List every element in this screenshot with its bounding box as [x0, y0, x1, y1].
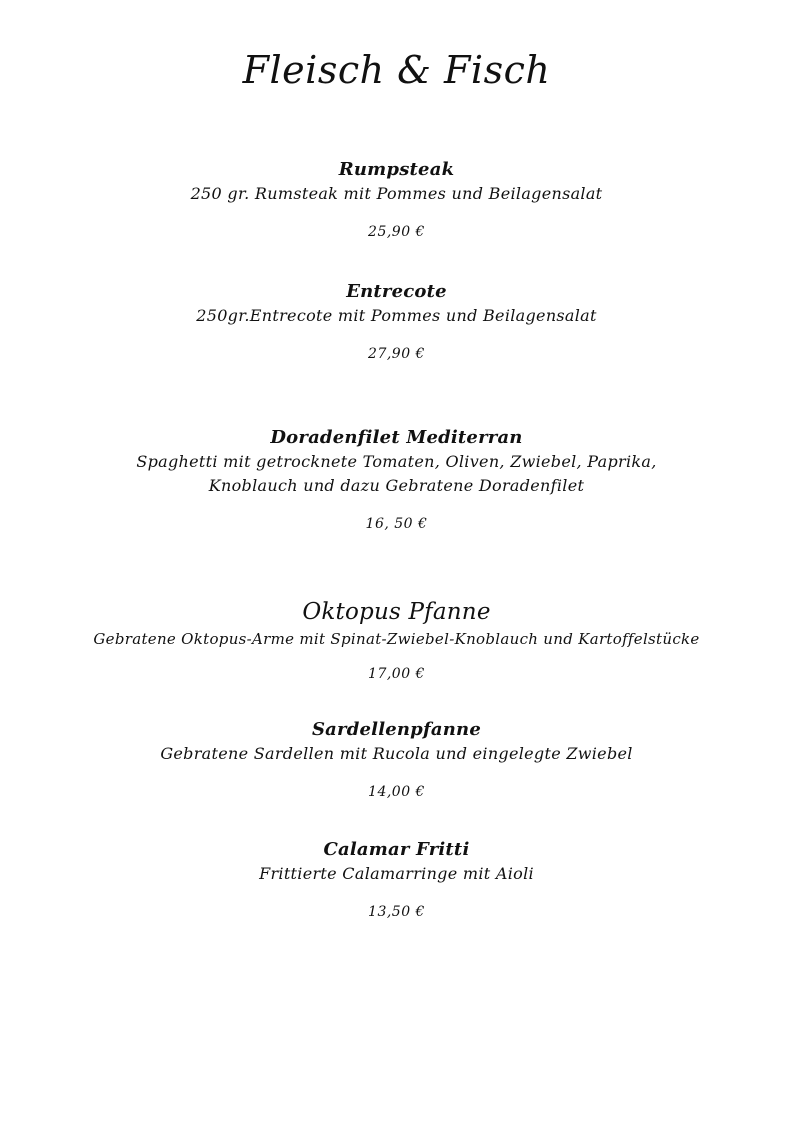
menu-item-name: Oktopus Pfanne — [302, 599, 491, 625]
menu-item-oktopus-pfanne — [0, 597, 793, 684]
menu-item-price: 17,00 € — [368, 666, 425, 682]
menu-item-name: Entrecote — [346, 281, 447, 302]
menu-item-name: Calamar Fritti — [323, 839, 470, 860]
menu-item-price: 13,50 € — [368, 904, 425, 920]
menu-item-description: Knoblauch und dazu Gebratene Doradenfilet — [208, 476, 585, 495]
menu-item-description: 250 gr. Rumsteak mit Pommes und Beilagensalat — [190, 184, 603, 203]
menu-item-description: Gebratene Sardellen mit Rucola und eingelegte Zwiebel — [160, 744, 633, 763]
menu-item-name: Rumpsteak — [338, 159, 455, 180]
menu-item-name: Sardellenpfanne — [311, 719, 482, 740]
menu-item-name: Doradenfilet Mediterran — [270, 427, 523, 448]
menu-item-description: Gebratene Oktopus-Arme mit Spinat-Zwiebel-Knoblauch und Kartoffelstücke — [93, 630, 700, 648]
menu-item-price: 14,00 € — [368, 784, 425, 800]
menu-item-calamar-fritti — [0, 838, 793, 922]
menu-item-price: 27,90 € — [368, 346, 425, 362]
menu-item-rumpsteak — [0, 158, 793, 242]
menu-item-description: Frittierte Calamarringe mit Aioli — [259, 864, 534, 883]
menu-item-sardellenpfanne — [0, 718, 793, 802]
page-title: Fleisch & Fisch — [242, 48, 551, 92]
menu-item-description: Spaghetti mit getrocknete Tomaten, Oliven, Zwiebel, Paprika, — [136, 452, 657, 471]
menu-item-entrecote — [0, 280, 793, 364]
menu-item-price: 16, 50 € — [365, 516, 428, 532]
menu-item-price: 25,90 € — [368, 224, 425, 240]
menu-item-description: 250gr.Entrecote mit Pommes und Beilagensalat — [196, 306, 597, 325]
menu-item-doradenfilet — [0, 426, 793, 534]
